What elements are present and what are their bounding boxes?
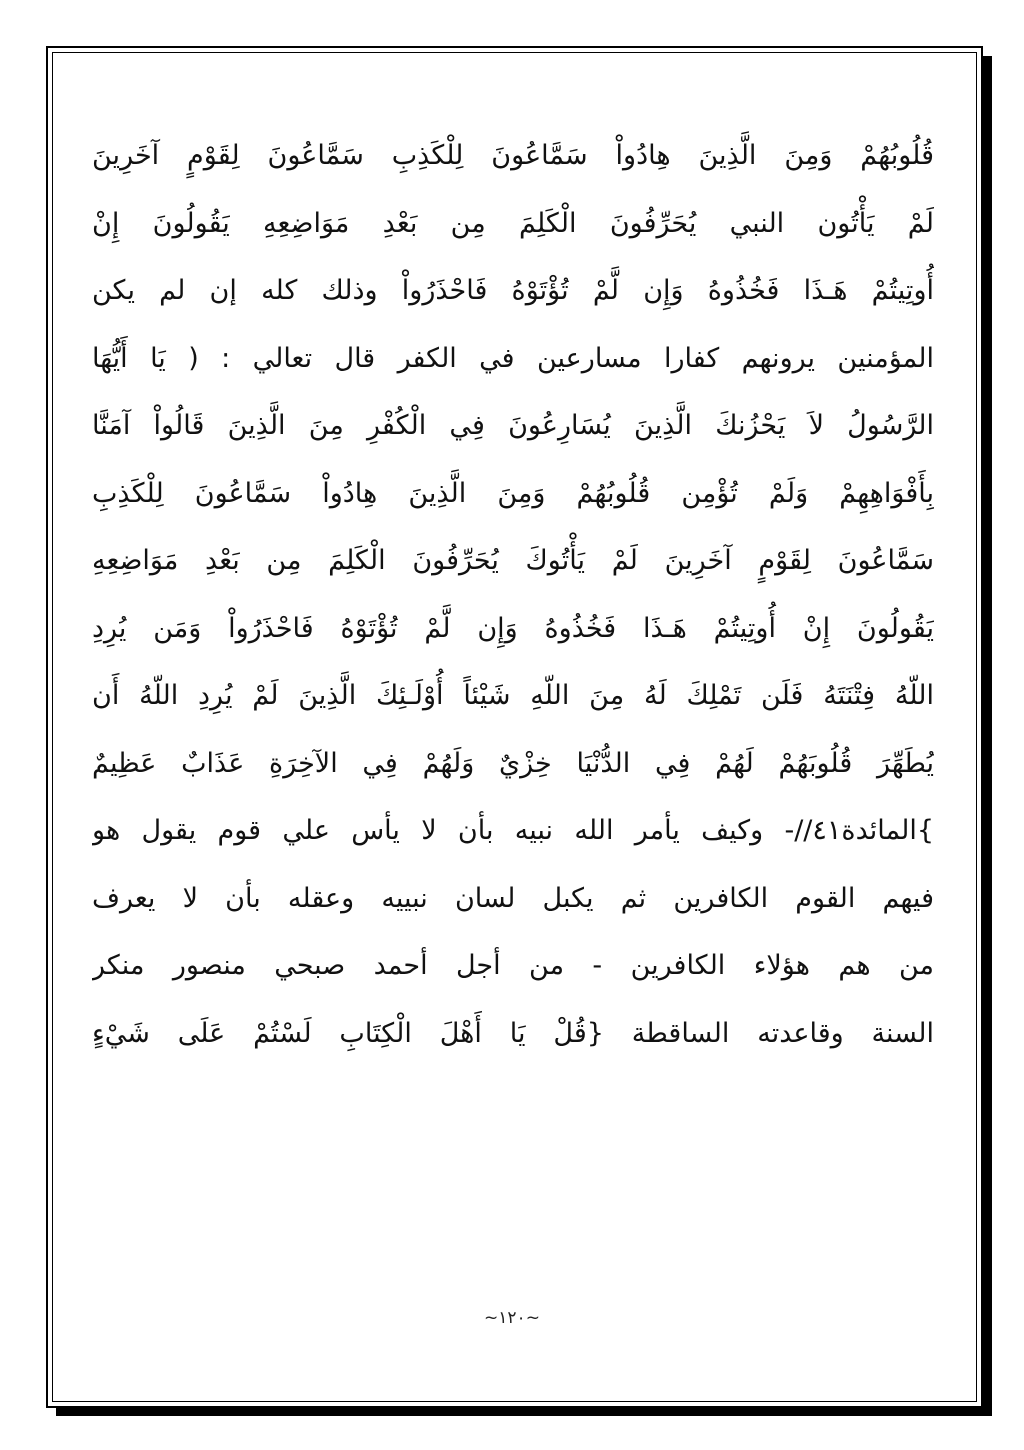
text-line: يُطَهِّرَ قُلُوبَهُمْ لَهُمْ فِي الدُّنْيَا خِزْيٌ وَلَهُمْ فِي الآخِرَةِ عَذَابٌ عَظِيمٌ	[92, 747, 934, 779]
text-line: أُوتِيتُمْ هَـذَا فَخُذُوهُ وَإِن لَّمْ تُؤْتَوْهُ فَاحْذَرُواْ وذلك كله إن لم يكن	[92, 275, 934, 306]
page-number: ~١٢٠~	[484, 1308, 540, 1328]
body-text	[92, 122, 934, 1067]
page-shadow-right	[983, 56, 992, 1416]
text-line: }المائدة٤١//- وكيف يأمر الله نبيه بأن لا يأس علي قوم يقول هو	[92, 815, 934, 846]
text-line: سَمَّاعُونَ لِقَوْمٍ آخَرِينَ لَمْ يَأْتُوكَ يُحَرِّفُونَ الْكَلِمَ مِن بَعْدِ مَوَاضِعِهِ	[92, 545, 934, 576]
text-line: يَقُولُونَ إِنْ أُوتِيتُمْ هَـذَا فَخُذُوهُ وَإِن لَّمْ تُؤْتَوْهُ فَاحْذَرُواْ وَمَن يُرِدِ	[92, 612, 934, 644]
text-line: قُلُوبُهُمْ وَمِنَ الَّذِينَ هِادُواْ سَمَّاعُونَ لِلْكَذِبِ سَمَّاعُونَ لِقَوْمٍ آخَرِينَ	[92, 140, 934, 171]
text-line: المؤمنين يرونهم كفارا مسارعين في الكفر قال تعالي : ( يَا أَيُّهَا	[92, 342, 934, 374]
text-line: لَمْ يَأْتُون النبي يُحَرِّفُونَ الْكَلِمَ مِن بَعْدِ مَوَاضِعِهِ يَقُولُونَ إِنْ	[92, 207, 934, 239]
text-line: فيهم القوم الكافرين ثم يكبل لسان نبييه وعقله بأن لا يعرف	[92, 882, 934, 914]
text-line: الرَّسُولُ لاَ يَحْزُنكَ الَّذِينَ يُسَارِعُونَ فِي الْكُفْرِ مِنَ الَّذِينَ قَالُواْ آمَنَّا	[92, 410, 934, 441]
text-line: السنة وقاعدته الساقطة {قُلْ يَا أَهْلَ الْكِتَابِ لَسْتُمْ عَلَى شَيْءٍ	[92, 1017, 934, 1049]
text-line: بِأَفْوَاهِهِمْ وَلَمْ تُؤْمِن قُلُوبُهُمْ وَمِنَ الَّذِينَ هِادُواْ سَمَّاعُونَ لِلْكَذِبِ	[92, 477, 934, 509]
text-line: اللّهُ فِتْنَتَهُ فَلَن تَمْلِكَ لَهُ مِنَ اللّهِ شَيْئاً أُوْلَـئِكَ الَّذِينَ لَمْ يُرِدِ اللّهُ أَن	[92, 680, 934, 711]
page-shadow-bottom	[56, 1408, 992, 1416]
text-line: من هم هؤلاء الكافرين - من أجل أحمد صبحي منصور منكر	[92, 950, 934, 981]
